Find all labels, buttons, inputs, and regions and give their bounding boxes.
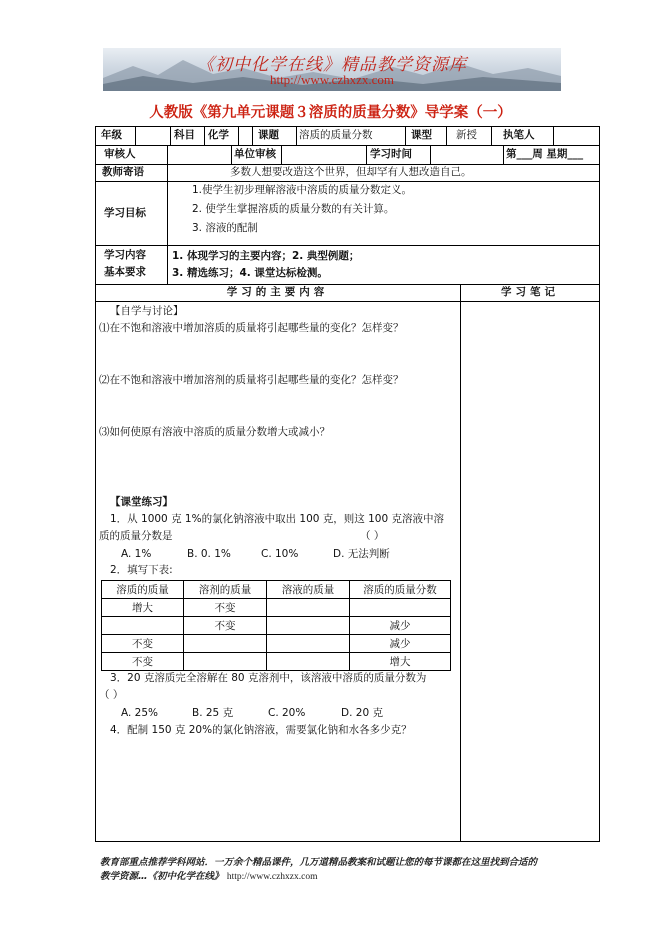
learning-goal-2: 2. 使学生掌握溶质的质量分数的有关计算。 — [192, 203, 395, 215]
practice-question-1-option-b: B. 0. 1% — [187, 548, 231, 560]
table-row — [102, 617, 451, 635]
practice-question-1-line1: 1．从 1000 克 1%的氯化钠溶液中取出 100 克，则这 100 克溶液中溶 — [110, 513, 445, 525]
table-cell[interactable] — [267, 617, 350, 635]
table-cell[interactable]: 不变 — [102, 653, 184, 671]
table-cell[interactable] — [267, 599, 350, 617]
unit-review-label: 单位审核 — [234, 148, 276, 160]
learning-goal-1: 1.使学生初步理解溶液中溶质的质量分数定义。 — [192, 184, 413, 196]
practice-question-1-option-a: A. 1% — [121, 548, 152, 560]
practice-question-3-option-b: B. 25 克 — [192, 707, 234, 719]
page-footer — [100, 856, 537, 884]
practice-question-3-option-c: C. 20% — [268, 707, 306, 719]
table-cell[interactable] — [102, 617, 184, 635]
lesson-type-label: 课型 — [411, 129, 432, 141]
main-content-header: 学习的主要内容 — [226, 286, 329, 298]
table-cell[interactable]: 不变 — [184, 599, 267, 617]
table-cell[interactable] — [267, 635, 350, 653]
content-label-line1: 学习内容 — [104, 249, 146, 261]
practice-question-3-option-d: D. 20 克 — [341, 707, 383, 719]
table-cell[interactable] — [350, 599, 451, 617]
banner-title: 《初中化学在线》精品教学资源库 — [197, 55, 467, 75]
table-cell[interactable]: 减少 — [350, 617, 451, 635]
footer-line-1: 教育部重点推荐学科网站．一万余个精品课件，几万道精品教案和试题让您的每节课都在这里找到合适的 — [100, 857, 538, 868]
table-cell[interactable]: 减少 — [350, 635, 451, 653]
self-study-heading: 【自学与讨论】 — [110, 305, 184, 317]
table-cell[interactable]: 增大 — [350, 653, 451, 671]
table-row — [102, 653, 451, 671]
practice-question-1-option-c: C. 10% — [261, 548, 299, 560]
footer-url-link[interactable]: http://www.czhxzx.com — [226, 872, 318, 882]
grade-label: 年级 — [101, 129, 122, 141]
footer-line-2 — [100, 870, 537, 884]
practice-question-3-answer-blank[interactable]: （ ） — [99, 689, 124, 701]
table-header-cell: 溶质的质量 — [102, 581, 184, 599]
subject-label: 科目 — [174, 129, 195, 141]
self-study-question-1: ⑴在不饱和溶液中增加溶质的质量将引起哪些量的变化？怎样变？ — [99, 322, 404, 334]
teacher-motto-text: 多数人想要改造这个世界，但却罕有人想改造自己。 — [230, 166, 472, 178]
table-cell[interactable]: 增大 — [102, 599, 184, 617]
self-study-question-2: ⑵在不饱和溶液中增加溶剂的质量将引起哪些量的变化？怎样变？ — [99, 374, 404, 386]
table-header-cell: 溶质的质量分数 — [350, 581, 451, 599]
self-study-question-3: ⑶如何使原有溶液中溶质的质量分数增大或减小？ — [99, 426, 330, 438]
practice-heading: 【课堂练习】 — [110, 496, 173, 508]
table-cell[interactable]: 不变 — [102, 635, 184, 653]
topic-value: 溶质的质量分数 — [299, 129, 373, 141]
content-requirement-2: 3. 精选练习；4. 课堂达标检测。 — [172, 267, 328, 279]
table-cell[interactable] — [184, 635, 267, 653]
table-cell[interactable] — [267, 653, 350, 671]
banner-url[interactable]: http://www.czhxzx.com — [269, 72, 395, 87]
table-header-cell: 溶剂的质量 — [184, 581, 267, 599]
document-title: 人教版《第九单元课题３溶质的质量分数》导学案（一） — [149, 104, 512, 121]
practice-question-3-option-a: A. 25% — [121, 707, 159, 719]
study-notes-header: 学习笔记 — [501, 286, 559, 298]
teacher-motto-label: 教师寄语 — [102, 166, 144, 178]
practice-question-1-answer-blank[interactable]: （ ） — [360, 530, 385, 542]
content-requirement-1: 1. 体现学习的主要内容；2. 典型例题； — [172, 250, 360, 262]
study-time-value: 第___周 星期___ — [506, 148, 584, 160]
practice-question-1-option-d: D. 无法判断 — [333, 548, 390, 560]
practice-question-1-line2: 质的质量分数是 — [99, 530, 173, 542]
table-header-cell: 溶液的质量 — [267, 581, 350, 599]
learning-goals-label: 学习目标 — [104, 207, 146, 219]
table-row — [102, 635, 451, 653]
footer-site-name: 教学资源…《初中化学在线》 — [100, 871, 224, 882]
table-row — [102, 599, 451, 617]
site-banner — [103, 48, 561, 91]
learning-goal-3: 3. 溶液的配制 — [192, 222, 258, 234]
study-time-label: 学习时间 — [370, 148, 412, 160]
writer-label: 执笔人 — [503, 129, 535, 141]
subject-value: 化学 — [208, 129, 229, 141]
practice-question-2: 2．填写下表: — [110, 564, 173, 576]
content-label-line2: 基本要求 — [104, 266, 146, 278]
topic-label: 课题 — [258, 129, 279, 141]
table-header-row — [102, 581, 451, 599]
fill-in-table — [101, 580, 451, 671]
reviewer-label: 审核人 — [104, 148, 136, 160]
lesson-type-value: 新授 — [456, 129, 477, 141]
practice-question-3-line1: 3．20 克溶质完全溶解在 80 克溶剂中，该溶液中溶质的质量分数为 — [110, 672, 427, 684]
table-cell[interactable]: 不变 — [184, 617, 267, 635]
practice-question-4: 4．配制 150 克 20%的氯化钠溶液，需要氯化钠和水各多少克？ — [110, 724, 412, 736]
table-cell[interactable] — [184, 653, 267, 671]
